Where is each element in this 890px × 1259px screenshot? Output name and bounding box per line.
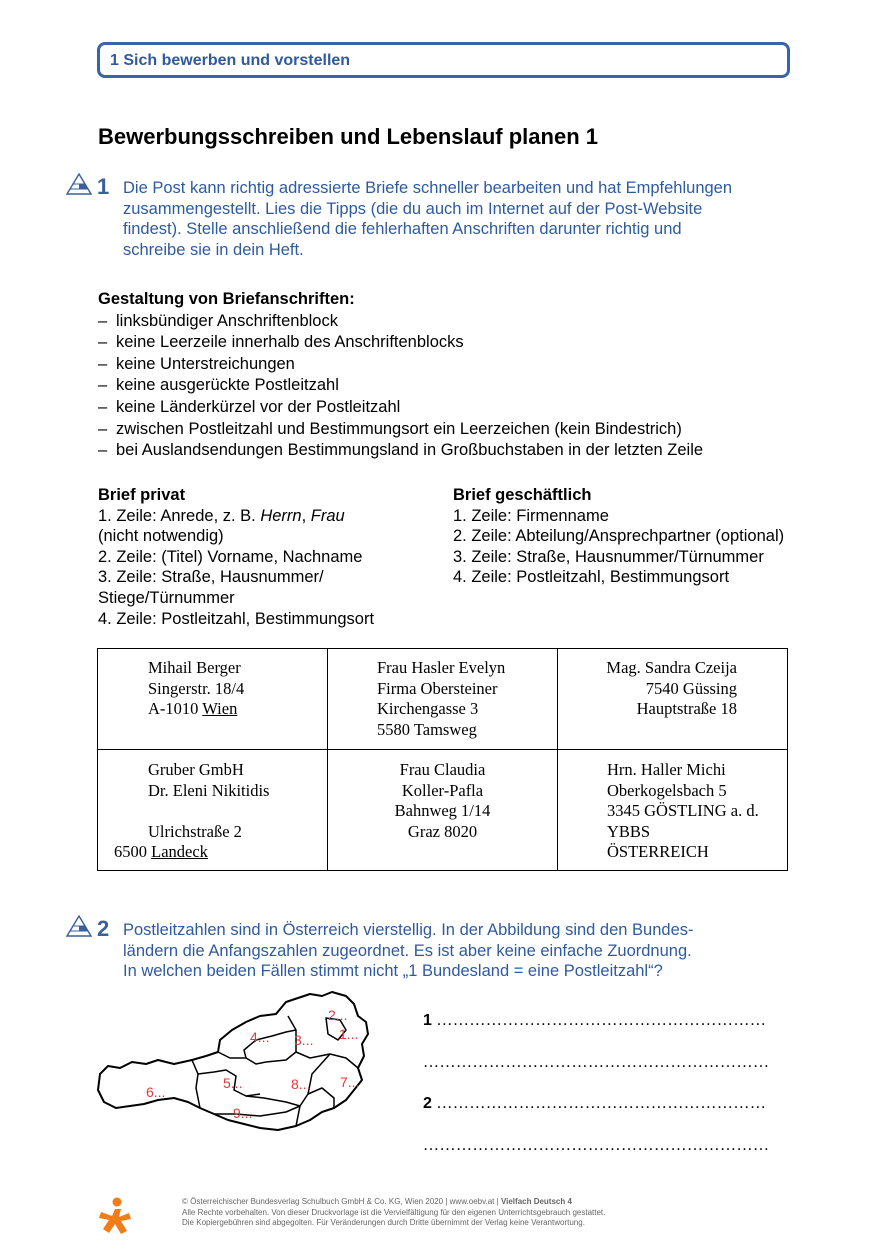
footer-line-2: Alle Rechte vorbehalten. Von dieser Druckvorlage ist die Vervielfältigung für den eigenen Unterrichtsgebrauch gestattet.	[182, 1207, 606, 1217]
task-1-line: Die Post kann richtig adressierte Briefe schneller bearbeiten und hat Empfehlungen	[123, 179, 733, 197]
address-table	[97, 648, 788, 871]
answer-line[interactable]: ………………………………………………………	[423, 1054, 770, 1071]
address-line: 3345 GÖSTLING a. d.	[607, 801, 759, 820]
private-line-4: 4. Zeile: Postleitzahl, Bestimmungsort	[98, 609, 375, 628]
private-line-1: 1. Zeile: Anrede, z. B. Herrn, Frau	[98, 506, 345, 525]
task-1-line: schreibe sie in dein Heft.	[123, 240, 304, 259]
address-cell	[328, 649, 558, 750]
answer-1[interactable]	[423, 1012, 766, 1030]
task-2-line: Postleitzahlen sind in Österreich vierstellig. In der Abbildung sind den Bundes-	[123, 921, 694, 939]
address-line: YBBS	[607, 821, 651, 841]
difficulty-triangle-icon	[66, 173, 92, 195]
address-cell	[328, 750, 558, 871]
address-line: Hauptstraße 18	[636, 699, 737, 718]
map-label-7: 7...	[340, 1074, 360, 1090]
business-line-2: 2. Zeile: Abteilung/Ansprechpartner (optional)	[453, 527, 785, 546]
address-line: Frau Claudia	[399, 760, 486, 779]
business-line-3: 3. Zeile: Straße, Hausnummer/Türnummer	[453, 547, 764, 566]
address-line: Kirchengasse 3	[377, 699, 479, 718]
task-1-number: 1	[97, 174, 110, 199]
map-label-1: 1...	[339, 1026, 359, 1042]
address-line: Ulrichstraße 2	[148, 821, 242, 841]
footer	[182, 1197, 605, 1229]
address-line: Mag. Sandra Czeija	[606, 658, 737, 677]
address-cell	[98, 750, 328, 871]
list-item: – bei Auslandsendungen Bestimmungsland in Großbuchstaben in der letzten Zeile	[98, 440, 818, 462]
address-cell	[558, 649, 788, 750]
map-label-4: 4...	[250, 1029, 270, 1045]
address-line: Oberkogelsbach 5	[607, 780, 727, 800]
footer-line-3: Die Kopiergebühren sind abgegolten. Für Veränderungen durch Dritte übernimmt der Verlag keine Verantwortung.	[182, 1218, 585, 1227]
address-line: Bahnweg 1/14	[394, 801, 491, 820]
difficulty-triangle-icon	[66, 915, 92, 937]
answer-2[interactable]	[423, 1095, 766, 1113]
page-title: Bewerbungsschreiben und Lebenslauf planen 1	[98, 124, 598, 149]
list-item: – keine Leerzeile innerhalb des Anschriftenblocks	[98, 332, 818, 354]
austria-postal-map	[96, 990, 376, 1135]
map-label-2: 2...	[328, 1007, 348, 1023]
map-label-3: 3...	[294, 1032, 314, 1048]
address-line: Koller-Pafla	[401, 780, 484, 800]
answer-line[interactable]: ………………………………………………………	[423, 1137, 770, 1154]
private-line-3: 3. Zeile: Straße, Hausnummer/	[98, 568, 324, 587]
task-2-line: ländern die Anfangszahlen zugeordnet. Es ist aber keine einfache Zuordnung.	[123, 941, 692, 960]
address-line: Singerstr. 18/4	[148, 678, 245, 698]
task-2-number: 2	[97, 916, 110, 941]
address-line: A-1010 Wien	[148, 699, 238, 718]
address-line: Firma Obersteiner	[377, 678, 498, 698]
private-line-2: 2. Zeile: (Titel) Vorname, Nachname	[98, 547, 363, 566]
address-line: Dr. Eleni Nikitidis	[148, 780, 270, 800]
private-line-3b: Stiege/Türnummer	[98, 588, 235, 607]
publisher-logo-icon	[97, 1197, 133, 1235]
address-line: 6500 Landeck	[114, 842, 208, 861]
answer-line[interactable]: ……………………………………………………	[436, 1095, 767, 1112]
address-line: Mihail Berger	[148, 658, 241, 677]
list-item: – linksbündiger Anschriftenblock	[98, 311, 818, 333]
chapter-header: 1 Sich bewerben und vorstellen	[110, 52, 351, 69]
list-item: – keine Unterstreichungen	[98, 354, 818, 376]
business-line-4: 4. Zeile: Postleitzahl, Bestimmungsort	[453, 568, 730, 587]
task-1-instructions	[123, 178, 803, 260]
task-1-line: findest). Stelle anschließend die fehlerhaften Anschriften darunter richtig und	[123, 220, 682, 238]
business-line-1: 1. Zeile: Firmenname	[453, 506, 609, 525]
map-label-9: 9...	[233, 1105, 253, 1121]
answer-1-continued[interactable]	[423, 1054, 770, 1072]
address-line: Gruber GmbH	[148, 760, 244, 779]
guidelines-list	[98, 311, 818, 462]
private-line-1b: (nicht notwendig)	[98, 527, 224, 546]
task-2-instructions	[123, 920, 803, 982]
answer-2-number: 2	[423, 1095, 432, 1112]
address-cell	[98, 649, 328, 750]
private-letter-heading: Brief privat	[98, 486, 186, 504]
address-cell	[558, 750, 788, 871]
address-line: Hrn. Haller Michi	[607, 760, 726, 779]
answer-2-continued[interactable]	[423, 1137, 770, 1155]
guidelines-heading: Gestaltung von Briefanschriften:	[98, 290, 355, 308]
business-letter-heading: Brief geschäftlich	[453, 486, 592, 504]
address-line: ÖSTERREICH	[607, 842, 709, 861]
address-line: Frau Hasler Evelyn	[377, 658, 506, 677]
business-letter-section	[453, 485, 833, 588]
map-label-8: 8...	[291, 1076, 311, 1092]
private-letter-section	[98, 485, 438, 629]
answer-line[interactable]: ……………………………………………………	[436, 1012, 767, 1029]
task-2-line: In welchen beiden Fällen stimmt nicht „1 Bundesland = eine Postleitzahl“?	[123, 962, 663, 980]
list-item: – keine Länderkürzel vor der Postleitzahl	[98, 397, 818, 419]
address-line: 5580 Tamsweg	[377, 719, 477, 739]
answer-1-number: 1	[423, 1012, 432, 1029]
list-item: – keine ausgerückte Postleitzahl	[98, 375, 818, 397]
map-label-5: 5...	[223, 1075, 243, 1091]
task-1-line: zusammengestellt. Lies die Tipps (die du auch im Internet auf der Post-Website	[123, 199, 703, 218]
footer-line-1: © Österreichischer Bundesverlag Schulbuch GmbH & Co. KG, Wien 2020 | www.oebv.at | Vielfach Deutsch 4	[182, 1197, 572, 1206]
list-item: – zwischen Postleitzahl und Bestimmungsort ein Leerzeichen (kein Bindestrich)	[98, 419, 818, 441]
address-line: 7540 Güssing	[645, 678, 737, 698]
map-label-6: 6...	[146, 1084, 166, 1100]
guidelines-section	[98, 289, 818, 462]
address-line: Graz 8020	[407, 821, 478, 841]
